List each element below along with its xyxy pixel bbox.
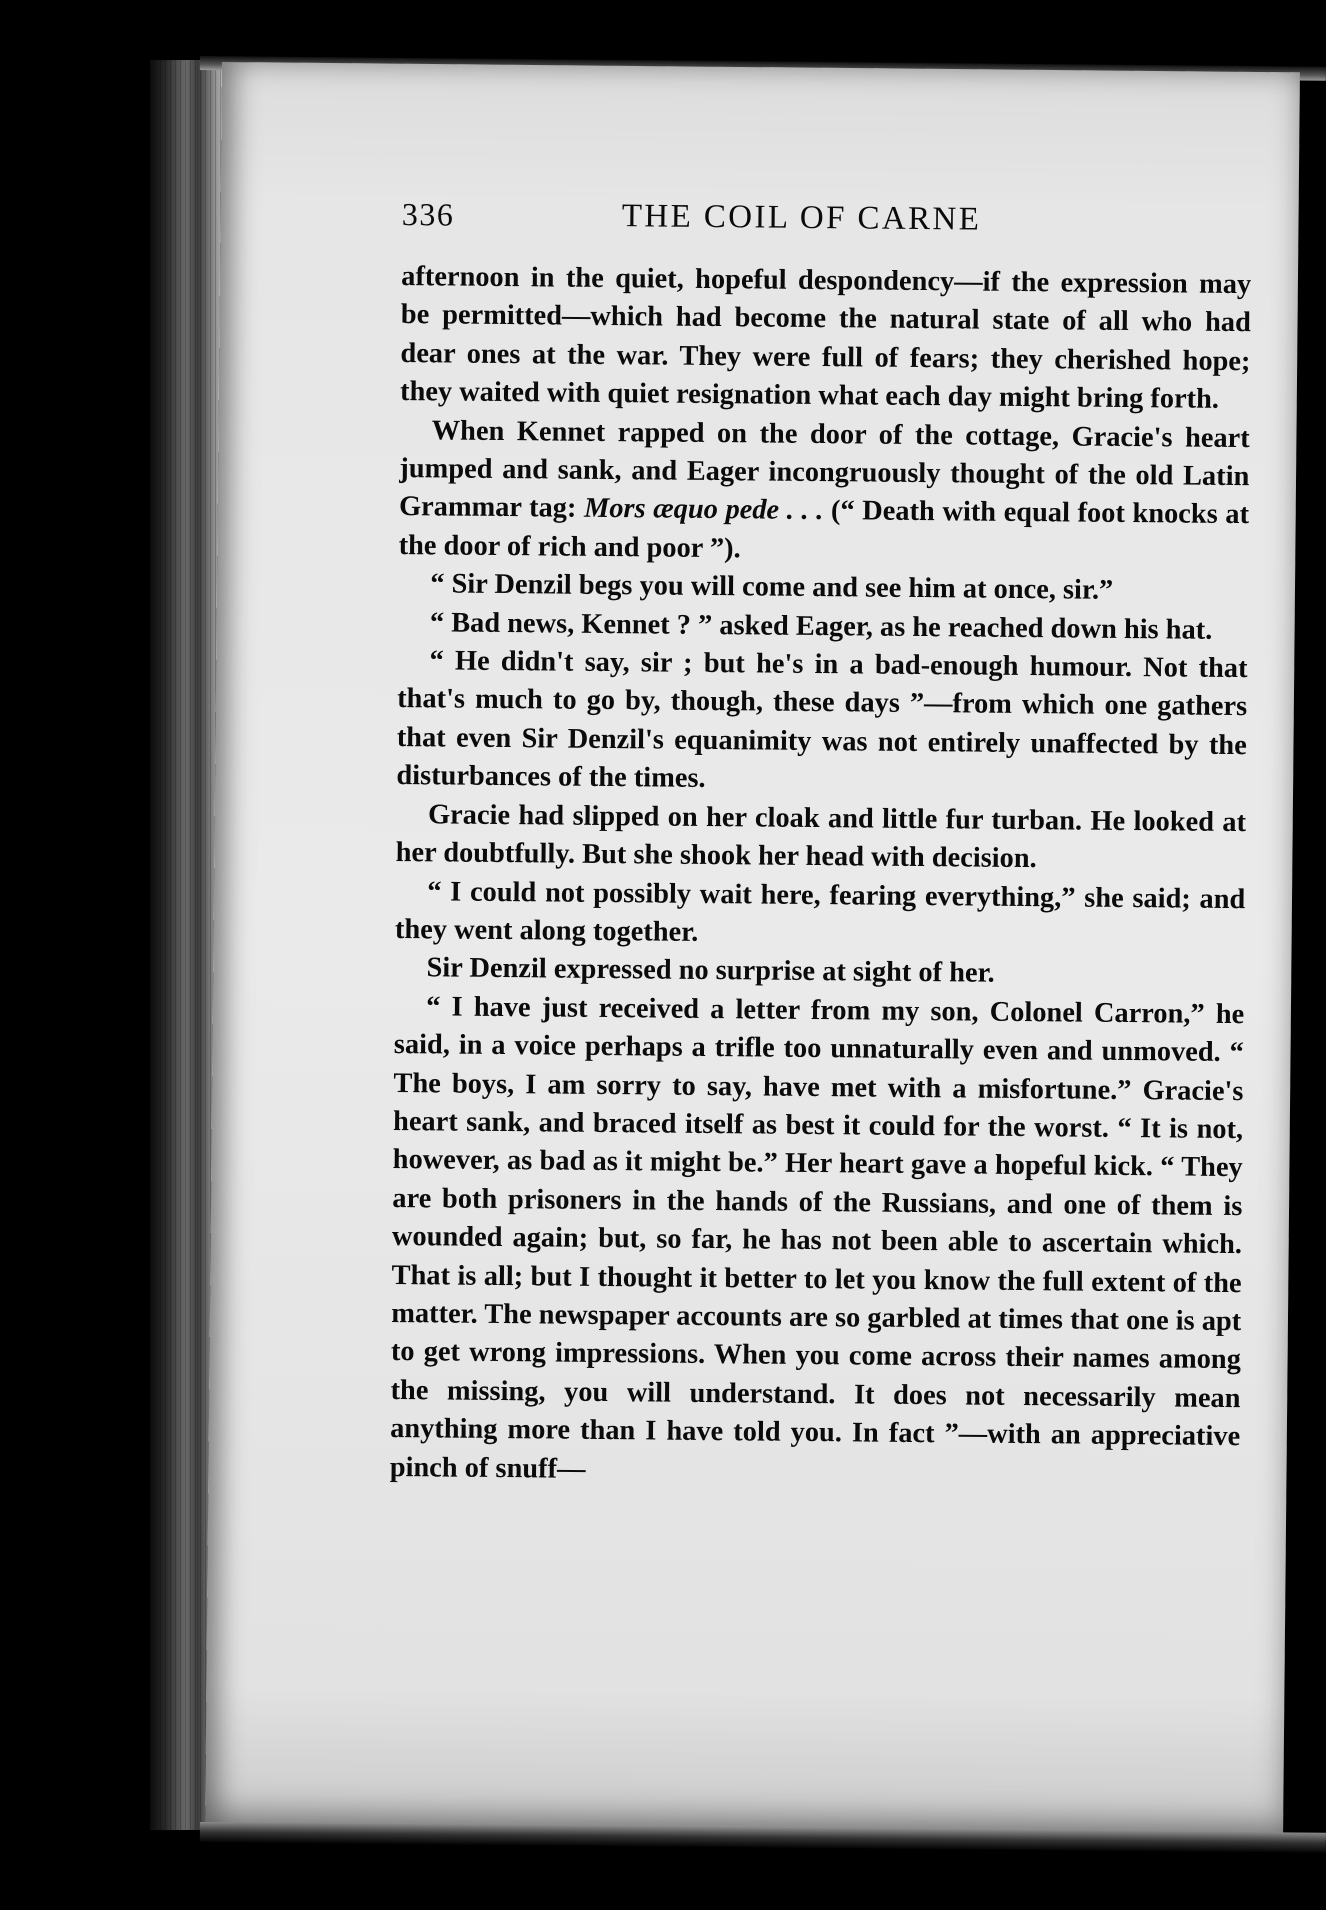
paragraph-1: afternoon in the quiet, hopeful despondency—if the expression may be permitted—which had become the natural state of all who had dear ones at the war. They were full of fears; they cherished hope; they waited with quiet resignation what each day might bring forth. [399, 260, 1252, 416]
paragraph-2 [398, 412, 1249, 574]
running-head [402, 196, 1252, 256]
paragraph-3: “ Sir Denzil begs you will come and see him at once, sir.” [430, 568, 1114, 607]
paragraph-4: “ Bad news, Kennet ? ” asked Eager, as he reached down his hat. [429, 606, 1213, 646]
paragraph-5: “ He didn't say, sir ; but he's in a bad-enough humour. Not that that's much to go by, though, these days ”—from which one gathers that even Sir Denzil's equanimity was not entirely unaffected by the disturbances of the times. [396, 645, 1248, 795]
page-number: 336 [401, 196, 455, 233]
text-block [390, 196, 1252, 1495]
paragraph-8: Sir Denzil expressed no surprise at sight of her. [426, 952, 995, 990]
latin-quote: Mors æquo pede . . . [583, 493, 824, 527]
paragraph-7: “ I could not possibly wait here, fearing everything,” she said; and they went along together. [394, 875, 1246, 948]
paragraph-6: Gracie had slipped on her cloak and little fur turban. He looked at her doubtfully. But she shook her head with decision. [395, 798, 1247, 875]
paragraph-2-text-a: When Kennet rapped on the door of the cottage, Gracie's heart jumped and sank, and Eager incongruously thought of the old Latin Grammar tag: [398, 414, 1250, 525]
paragraph-2-text-b: (“ Death with equal foot knocks at the door of rich and poor ”). [398, 495, 1250, 565]
running-title: THE COIL OF CARNE [621, 198, 982, 238]
paragraph-9: “ I have just received a letter from my son, Colonel Carron,” he said, in a voice perhaps a trifle too unnaturally even and unmoved. “ The boys, I am sorry to say, have met with a misfortune.” Gracie's heart sank, and braced itself as best it could for the worst. “ It is not, however, as bad as it might be.” Her heart gave a hopeful kick. “ They are both prisoners in the hands of the Russians, and one of them is wounded again; but, so far, he has not been able to ascertain which. That is all; but I thought it better to let you know the full extent of the matter. The newspaper accounts are so garbled at times that one is apt to get wrong impressions. When you come across their names among the missing, you will understand. It does not necessarily mean anything more than I have told you. In fact ”—with an appreciative pinch of snuff— [389, 990, 1245, 1485]
